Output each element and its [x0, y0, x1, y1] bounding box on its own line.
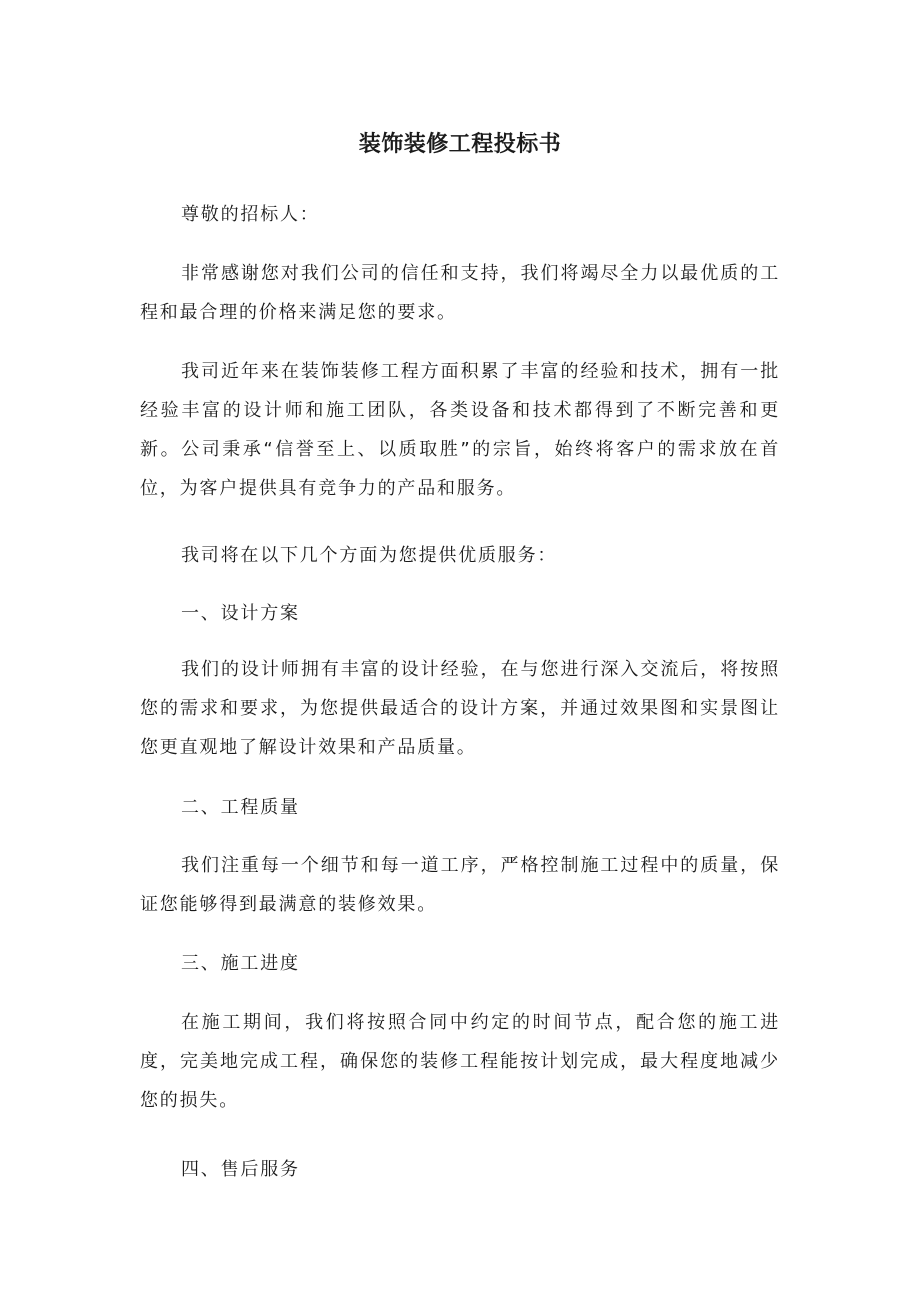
- section-body-schedule: 在施工期间，我们将按照合同中约定的时间节点，配合您的施工进度，完美地完成工程，确保您的装修工程能按计划完成，最大程度地减少您的损失。: [140, 1012, 780, 1111]
- paragraph-company-intro: 我司近年来在装饰装修工程方面积累了丰富的经验和技术，拥有一批经验丰富的设计师和施工团队，各类设备和技术都得到了不断完善和更新。公司秉承“信誉至上、以质取胜”的宗旨，始终将客户的需求放在首位，为客户提供具有竞争力的产品和服务。: [140, 361, 780, 499]
- section-heading-schedule: 三、施工进度: [181, 953, 300, 974]
- section-body-design: 我们的设计师拥有丰富的设计经验，在与您进行深入交流后，将按照您的需求和要求，为您提供最适合的设计方案，并通过效果图和实景图让您更直观地了解设计效果和产品质量。: [140, 659, 780, 758]
- document-title: 装饰装修工程投标书: [358, 132, 562, 157]
- section-heading-quality: 二、工程质量: [181, 797, 300, 818]
- paragraph-gratitude: 非常感谢您对我们公司的信任和支持，我们将竭尽全力以最优质的工程和最合理的价格来满足您的要求。: [140, 263, 780, 323]
- section-body-quality: 我们注重每一个细节和每一道工序，严格控制施工过程中的质量，保证您能够得到最满意的装修效果。: [140, 855, 780, 915]
- section-heading-after-sales: 四、售后服务: [181, 1159, 300, 1180]
- section-heading-design: 一、设计方案: [181, 603, 300, 624]
- salutation: 尊敬的招标人：: [181, 204, 320, 225]
- paragraph-services-intro: 我司将在以下几个方面为您提供优质服务：: [181, 545, 558, 566]
